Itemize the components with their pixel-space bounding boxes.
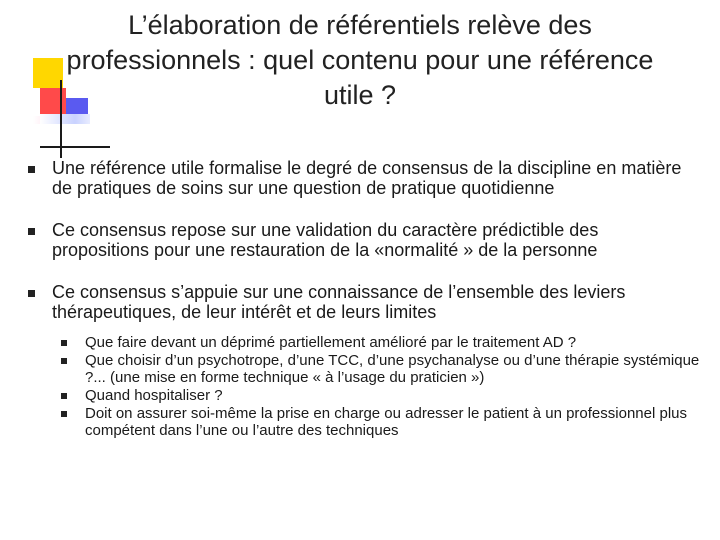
sub-bullet-text: Doit on assurer soi-même la prise en charge ou adresser le patient à un professionnel plus compétent dans l’une ou l’autre des techniques (85, 405, 687, 439)
square-bullet-icon (28, 166, 35, 173)
sub-bullet-item (52, 352, 700, 386)
sub-bullet-text: Que choisir d’un psychotrope, d’une TCC, d’une psychanalyse ou d’une thérapie systémique ?... (une mise en forme technique « à l’usage du praticien ») (85, 352, 700, 386)
sub-bullet-list (52, 334, 700, 439)
blue-gradient-bar (40, 114, 90, 124)
sub-bullet-text: Quand hospitaliser ? (85, 387, 223, 404)
bullet-item (24, 158, 700, 198)
slide-title: L’élaboration de référentiels relève des professionnels : quel contenu pour une référence utile ? (66, 10, 654, 110)
sub-bullet-item (52, 405, 700, 439)
sub-bullet-text: Que faire devant un déprimé partiellement amélioré par le traitement AD ? (85, 334, 577, 351)
bullet-list (24, 158, 700, 461)
horizontal-rule (40, 146, 110, 148)
square-bullet-icon (61, 393, 67, 399)
bullet-item (24, 220, 700, 260)
square-bullet-icon (61, 358, 67, 364)
bullet-text: Ce consensus s’appuie sur une connaissance de l’ensemble des leviers thérapeutiques, de leur intérêt et de leurs limites (52, 282, 626, 322)
bullet-text: Ce consensus repose sur une validation du caractère prédictible des propositions pour une restauration de la «normalité » de la personne (52, 220, 599, 260)
bullet-item (24, 282, 700, 439)
sub-bullet-item (52, 334, 700, 351)
square-bullet-icon (28, 290, 35, 297)
square-bullet-icon (61, 411, 67, 417)
sub-bullet-item (52, 387, 700, 404)
bullet-text: Une référence utile formalise le degré de consensus de la discipline en matière de pratiques de soins sur une question de pratique quotidienne (52, 158, 682, 198)
square-bullet-icon (61, 340, 67, 346)
square-bullet-icon (28, 228, 35, 235)
